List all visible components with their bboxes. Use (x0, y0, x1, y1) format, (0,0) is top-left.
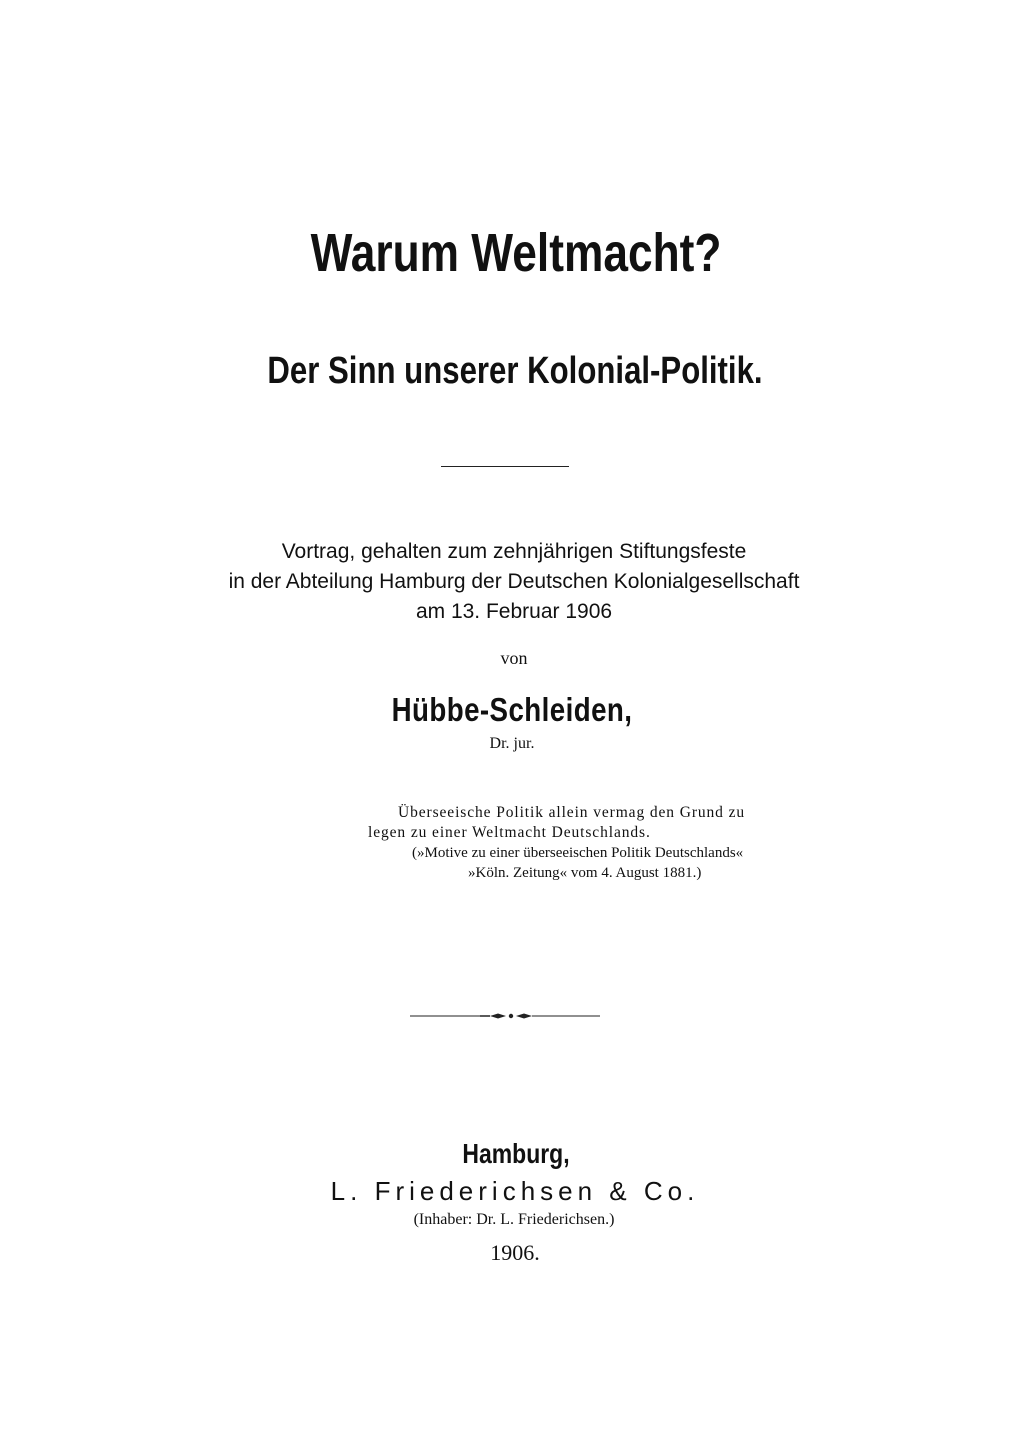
imprint-city: Hamburg, (462, 1138, 570, 1169)
imprint-year: 1906. (490, 1240, 540, 1265)
author-name: Hübbe-Schleiden, (391, 691, 633, 728)
author-degree: Dr. jur. (489, 735, 535, 752)
imprint-owner: (Inhaber: Dr. L. Friederichsen.) (413, 1211, 615, 1228)
lecture-line-2: in der Abteilung Hamburg der Deutschen Kolonialgesellschaft (228, 570, 800, 593)
epigraph-source-2: »Köln. Zeitung« vom 4. August 1881.) (468, 865, 702, 881)
lecture-line-3: am 13. Februar 1906 (415, 600, 613, 623)
epigraph-source-1: (»Motive zu einer überseeischen Politik Deutschlands« (412, 845, 744, 861)
epigraph-line-1: Überseeische Politik allein vermag den Grund zu (398, 804, 746, 821)
lecture-line-1: Vortrag, gehalten zum zehnjährigen Stiftungsfeste (281, 540, 747, 563)
book-subtitle: Der Sinn unserer Kolonial-Politik. (267, 350, 763, 392)
by-label: von (500, 648, 528, 668)
imprint-publisher: L. Friederichsen & Co. (330, 1176, 700, 1206)
title-divider (441, 466, 569, 467)
epigraph (368, 803, 814, 883)
book-title: Warum Weltmacht? (310, 223, 722, 283)
epigraph-line-2: legen zu einer Weltmacht Deutschlands. (368, 824, 651, 841)
lecture-description (2, 537, 1024, 627)
ornament-divider (410, 1010, 600, 1022)
